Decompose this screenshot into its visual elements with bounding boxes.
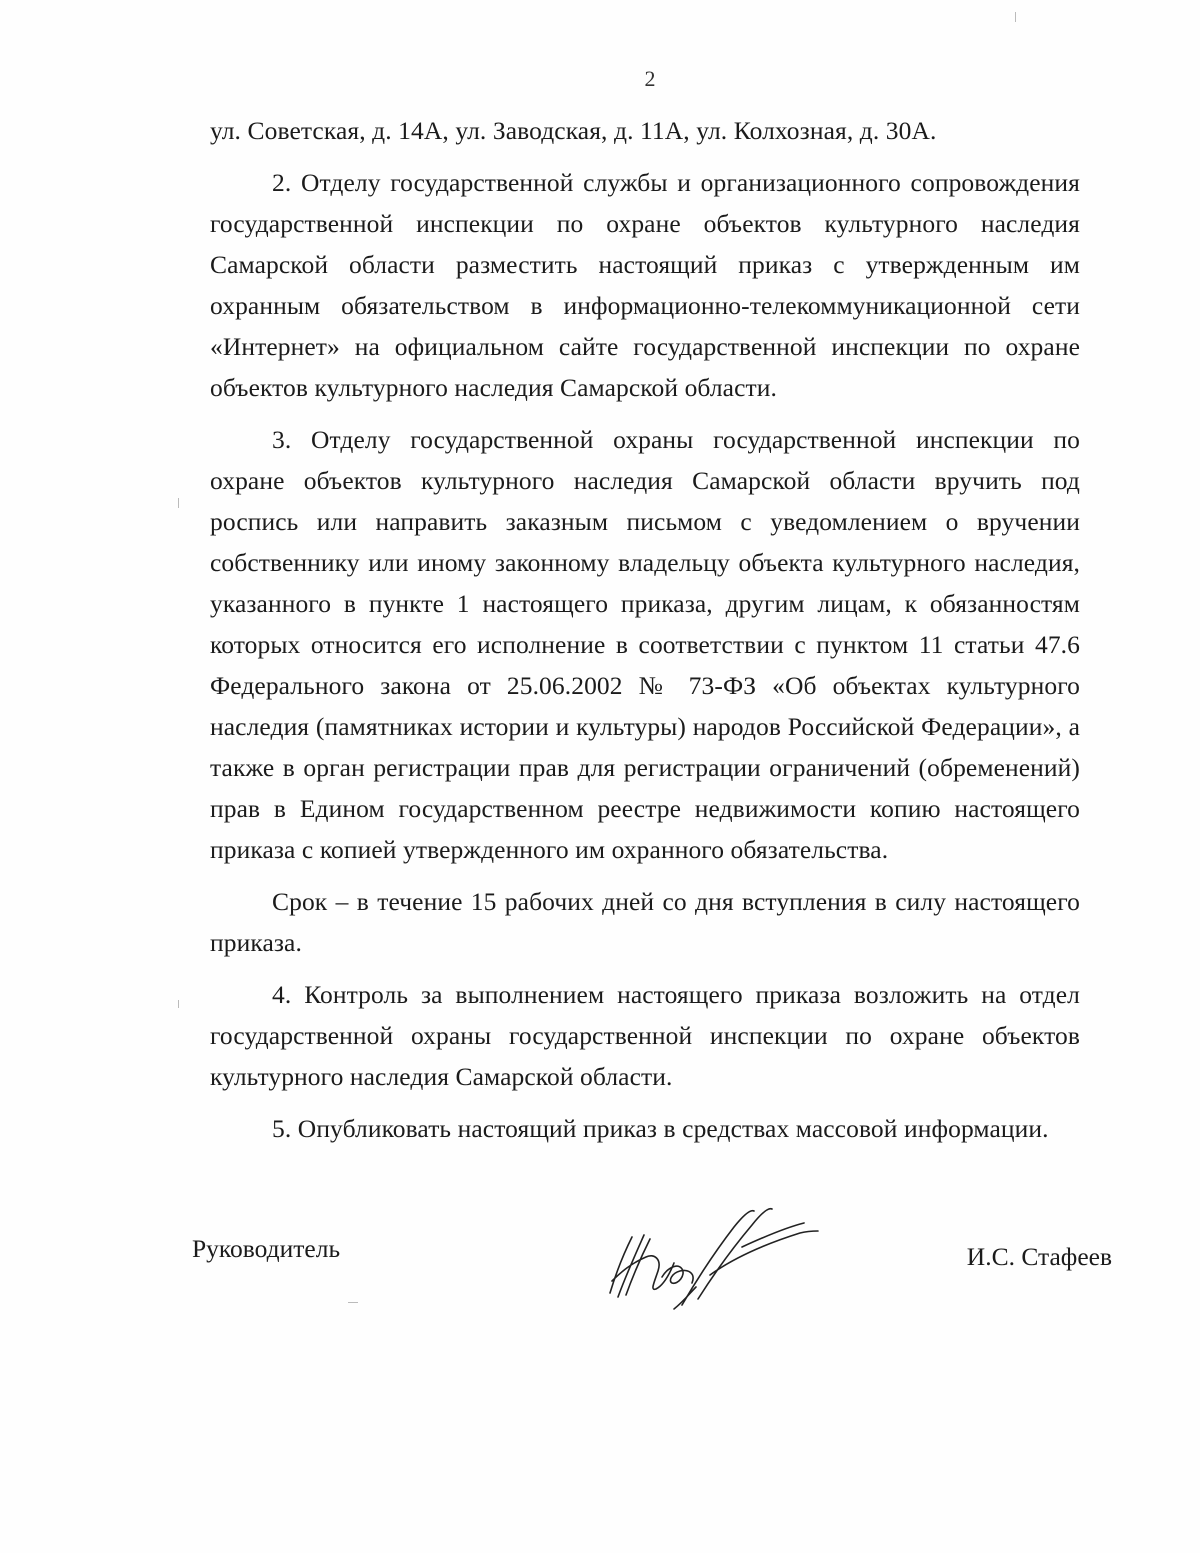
scan-artifact-mark bbox=[1015, 12, 1016, 22]
scan-artifact-mark bbox=[178, 498, 179, 508]
paragraph-item-4: 4. Контроль за выполнением настоящего приказа возложить на отдел государственной охраны государственной инспекции по охране объектов культурного наследия Самарской области. bbox=[210, 980, 1080, 1091]
paragraph-deadline: Срок – в течение 15 рабочих дней со дня вступления в силу настоящего приказа. bbox=[210, 887, 1080, 957]
signatory-name: И.С. Стафеев bbox=[966, 1242, 1112, 1271]
paragraph-item-3: 3. Отделу государственной охраны государственной инспекции по охране объектов культурного наследия Самарской области вручить под роспись или направить заказным письмом с уведомлением о вручении собственнику или иному законному владельцу объекта культурного наследия, указанного в пункте 1 настоящего приказа, другим лицам, к обязанностям которых относится его исполнение в соответствии с пунктом 11 статьи 47.6 Федерального закона от 25.06.2002 № 73-ФЗ «Об объектах культурного наследия (памятниках истории и культуры) народов Российской Федерации», а также в орган регистрации прав для регистрации ограничений (обременений) прав в Едином государственном реестре недвижимости копию настоящего приказа с копией утвержденного им охранного обязательства. bbox=[210, 425, 1080, 864]
page-number: 2 bbox=[644, 66, 656, 91]
paragraph-item-2: 2. Отделу государственной службы и организационного сопровождения государственной инспекции по охране объектов культурного наследия Самарской области разместить настоящий приказ с утвержденным им охранным обязательством в информационно-телекоммуникационной сети «Интернет» на официальном сайте государственной инспекции по охране объектов культурного наследия Самарской области. bbox=[210, 168, 1080, 402]
document-body bbox=[210, 110, 1080, 1149]
scan-artifact-mark bbox=[348, 1302, 358, 1303]
signature-block bbox=[192, 1225, 1112, 1345]
paragraph-item-5: 5. Опубликовать настоящий приказ в средствах массовой информации. bbox=[272, 1114, 1049, 1143]
signatory-position: Руководитель bbox=[192, 1234, 341, 1263]
scan-artifact-mark bbox=[178, 1000, 179, 1008]
paragraph-address-continuation: ул. Советская, д. 14А, ул. Заводская, д. 11А, ул. Колхозная, д. 30А. bbox=[210, 116, 937, 145]
handwritten-signature bbox=[592, 1201, 832, 1321]
